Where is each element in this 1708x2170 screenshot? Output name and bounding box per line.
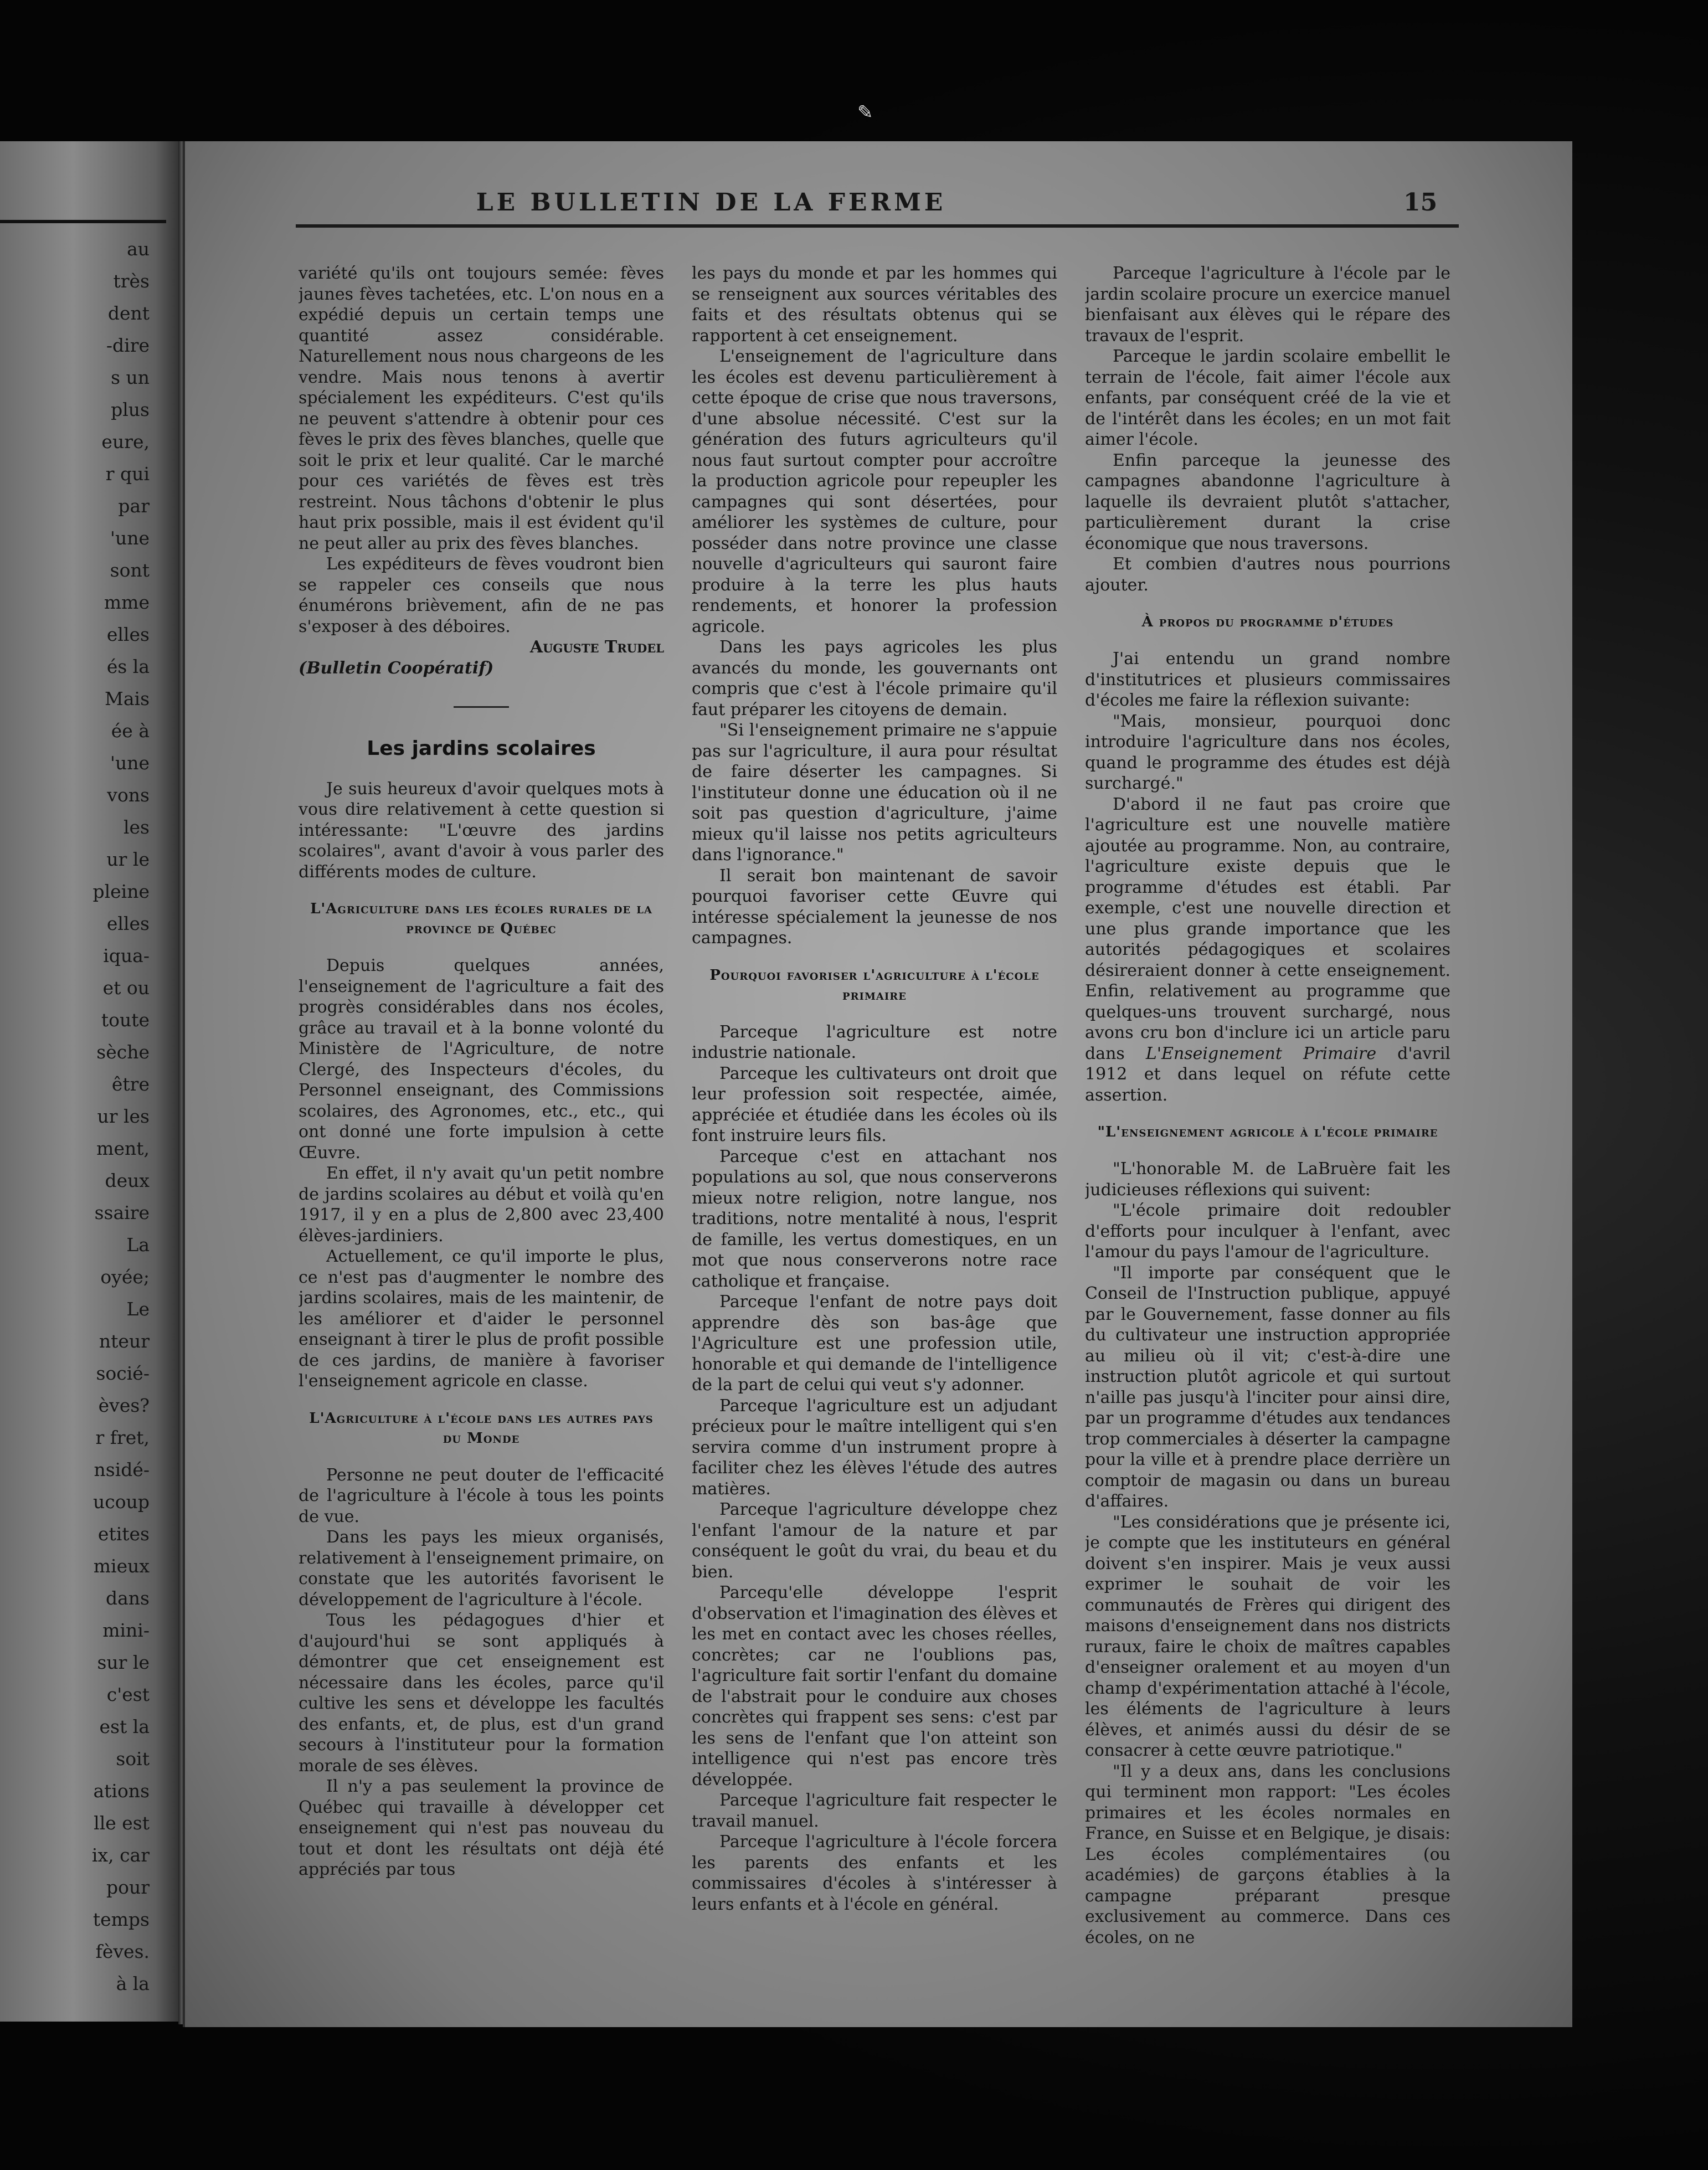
left-page-fragment: ment,	[96, 1138, 150, 1159]
left-page-fragment: -dire	[106, 335, 150, 356]
publication-title: L'Enseignement Primaire	[1145, 1043, 1377, 1063]
column-1	[299, 263, 664, 1980]
paragraph: les pays du monde et par les hommes qui se renseignent aux sources véritables des faits et des résultats obtenus qui se rapportent à cet enseignement.	[692, 264, 1057, 346]
paragraph: Parceque l'agriculture est notre industrie nationale.	[692, 1022, 1057, 1062]
paragraph: Actuellement, ce qu'il importe le plus, ce n'est pas d'augmenter le nombre des jardins scolaires, mais de les maintenir, de les améliorer et d'aider le personnel enseignant à tirer le plus de profit possible de ces jardins, de manière à favoriser l'enseignement agricole en classe.	[299, 1247, 664, 1391]
paragraph: Les expéditeurs de fèves voudront bien se rappeler ces conseils que nous énumérons brièvement, afin de ne pas s'exposer à des déboires.	[299, 554, 664, 636]
section-heading: À propos du programme d'études	[1141, 614, 1394, 630]
quote-paragraph: "Si l'enseignement primaire ne s'appuie pas sur l'agriculture, il aura pour résultat de faire déserter les campagnes. Si l'instituteur donne une éducation où il ne soit pas question d'agriculture, j'aime mieux qu'il laisse nos petits agriculteurs dans l'ignorance."	[692, 721, 1057, 865]
left-page-fragment: ations	[93, 1780, 150, 1802]
left-page-fragment: dent	[107, 302, 150, 324]
left-page-fragment: toute	[101, 1009, 150, 1031]
left-page-fragment: vons	[107, 784, 150, 806]
header-rule	[296, 224, 1459, 228]
left-page-fragment: sont	[110, 559, 150, 581]
quote-paragraph: "Il y a deux ans, dans les conclusions qui terminent mon rapport: "Les écoles primaires et les écoles normales en France, en Suisse et en Belgique, je disais: Les écoles complémentaires (ou académies) de garçons établies à la campagne préparant presque exclusivement au commerce. Dans ces écoles, on ne	[1085, 1761, 1450, 1947]
quote-paragraph: "L'école primaire doit redoubler d'efforts pour inculquer à l'enfant, avec l'amour du pays l'amour de l'agriculture.	[1085, 1201, 1450, 1262]
left-page-fragment: fèves.	[95, 1941, 150, 1962]
left-page-fragment: ix, car	[91, 1844, 150, 1866]
paragraph: Il n'y a pas seulement la province de Québec qui travaille à développer cet enseignement qui n'est pas nouveau du tout et dont les résultats ont déjà été appréciés par tous	[299, 1777, 664, 1879]
left-page-fragment: est la	[99, 1716, 150, 1737]
author-signature: Auguste Trudel	[529, 637, 664, 657]
paragraph-text: d'avril 1912 et dans lequel on réfute cette assertion.	[1085, 1043, 1450, 1105]
left-page-fragment: 'une	[110, 527, 150, 549]
left-page-fragment: socié-	[96, 1362, 150, 1384]
paragraph: Parceque l'agriculture est un adjudant précieux pour le maître intelligent qui s'en servira comme d'un instrument propre à faciliter chez les élèves l'étude des autres matières.	[692, 1396, 1057, 1499]
paragraph: Parceque l'agriculture à l'école par le jardin scolaire procure un exercice manuel bienfaisant aux élèves qui le répare des travaux de l'esprit.	[1085, 264, 1450, 346]
section-separator	[454, 706, 509, 708]
left-page-fragment: s un	[111, 367, 150, 388]
paragraph: Parceque le jardin scolaire embellit le terrain de l'école, fait aimer l'école aux enfants, par conséquent créé de la vie et de l'intérêt dans les écoles; en un mot fait aimer l'école.	[1085, 347, 1450, 449]
paragraph: Dans les pays les mieux organisés, relativement à l'enseignement primaire, on constate que les autorités favorisent le développement de l'agriculture à l'école.	[299, 1528, 664, 1609]
section-heading: Pourquoi favoriser l'agriculture à l'école primaire	[709, 966, 1040, 1004]
left-page-rule	[0, 220, 166, 223]
paragraph: Dans les pays agricoles les plus avancés du monde, les gouvernants ont compris que c'est à l'école primaire qu'il faut préparer les citoyens de demain.	[692, 637, 1057, 719]
left-page-fragment: oyée;	[100, 1266, 150, 1288]
paragraph: Parceque l'enfant de notre pays doit apprendre dès son bas-âge que l'Agriculture est une profession utile, honorable et qui demande de l'intelligence de la part de celui qui veut s'y adonner.	[692, 1292, 1057, 1395]
article-title: Les jardins scolaires	[367, 737, 596, 760]
left-page-fragment: lle est	[94, 1812, 150, 1834]
quote-paragraph: "Les considérations que je présente ici, je compte que les instituteurs en général doivent s'en inspirer. Mais je veux aussi exprimer le souhait de voir les communautés de Frères qui dirigent des maisons d'enseignement dans nos districts ruraux, faire le choix de maîtres capables d'enseigner oralement et au moyen d'un champ d'expérimentation attaché à l'école, les éléments de l'agriculture à leurs élèves, et animés aussi du désir de se consacrer à cette œuvre patriotique."	[1085, 1512, 1450, 1760]
source-credit: (Bulletin Coopératif)	[299, 658, 494, 678]
left-page-fragment: mieux	[93, 1555, 150, 1577]
left-page-fragment: elles	[106, 624, 150, 645]
left-page-fragment: c'est	[106, 1684, 150, 1705]
paragraph: Il serait bon maintenant de savoir pourquoi favoriser cette Œuvre qui intéresse spécialement la jeunesse de nos campagnes.	[692, 866, 1057, 948]
running-title: LE BULLETIN DE LA FERME	[476, 188, 946, 217]
left-page-fragment: ur les	[97, 1105, 150, 1127]
left-page-fragment: être	[111, 1073, 150, 1095]
left-page-fragment: soit	[116, 1748, 150, 1770]
quote-paragraph: "Il importe par conséquent que le Conseil de l'Instruction publique, appuyé par le Gouvernement, fasse donner au fils du cultivateur une instruction appropriée au milieu où il vit; c'est-à-dire une instruction plutôt agricole et qui surtout n'aille pas jusqu'à l'inciter pour ainsi dire, par un programme d'études aux tendances trop commerciales à déserter la campagne pour la ville et à prendre place derrière un comptoir de magasin ou dans un bureau d'affaires.	[1085, 1263, 1450, 1511]
page-number: 15	[1403, 188, 1438, 217]
left-page-edge	[0, 141, 183, 2022]
left-page-fragment: nsidé-	[94, 1459, 150, 1480]
left-page-fragment: à la	[116, 1973, 150, 1994]
left-page-fragment: ucoup	[93, 1491, 150, 1513]
paragraph: Tous les pédagogues d'hier et d'aujourd'hui se sont appliqués à démontrer que cet enseignement est nécessaire dans les écoles, parce qu'il cultive les sens et développe les facultés des enfants, et, de plus, est d'un grand secours à l'instituteur pour la formation morale de ses élèves.	[299, 1611, 664, 1776]
column-3	[1085, 263, 1450, 1980]
paragraph: Parceque c'est en attachant nos populations au sol, que nous conserverons mieux notre religion, notre langue, nos traditions, notre mentalité à nous, l'esprit de famille, les vertus domestiques, en un mot que nous conserverons notre race catholique et française.	[692, 1146, 1057, 1291]
paragraph: L'enseignement de l'agriculture dans les écoles est devenu particulièrement à cette époque de crise que nous traversons, d'une absolue nécessité. C'est sur la génération des futurs agriculteurs qu'il nous faut surtout compter pour accroître la production agricole pour repeupler les campagnes qui sont désertées, pour améliorer les systèmes de culture, pour posséder dans notre province une classe nouvelle d'agriculteurs qui sauront faire produire à la terre les plus hauts rendements, et honorer la profession agricole.	[692, 347, 1057, 636]
left-page-fragment: deux	[105, 1170, 150, 1191]
paragraph: Je suis heureux d'avoir quelques mots à vous dire relativement à cette question si intéressante: "L'œuvre des jardins scolaires", avant d'avoir à vous parler des différents modes de culture.	[299, 779, 664, 882]
paragraph: Parceque l'agriculture fait respecter le travail manuel.	[692, 1791, 1057, 1831]
left-page-fragment: és la	[106, 656, 150, 677]
left-page-fragment: plus	[111, 399, 150, 420]
left-page-fragment: etites	[97, 1523, 150, 1545]
left-page-fragment: ssaire	[94, 1202, 150, 1223]
left-page-fragment: ur le	[106, 849, 150, 870]
left-page-fragment: pleine	[92, 881, 150, 902]
paragraph: Parceque l'agriculture à l'école forcera les parents des enfants et les commissaires d'écoles à s'intéresser à leurs enfants et à l'école en général.	[692, 1832, 1057, 1914]
paragraph: J'ai entendu un grand nombre d'institutrices et plusieurs commissaires d'écoles me faire la réflexion suivante:	[1085, 649, 1450, 710]
paragraph: Depuis quelques années, l'enseignement de l'agriculture a fait des progrès considérables dans nos écoles, grâce au travail et à la bonne volonté du Ministère de l'Agriculture, de notre Clergé, des Inspecteurs d'écoles, du Personnel enseignant, des Commissions scolaires, des Agronomes, etc., etc., qui ont donné une forte impulsion à cette Œuvre.	[299, 956, 664, 1163]
paragraph: variété qu'ils ont toujours semée: fèves jaunes fèves tachetées, etc. L'on nous en a expédié depuis un certain temps une quantité assez considérable. Naturellement nous nous chargeons de les vendre. Mais nous tenons à avertir spécialement les expéditeurs. C'est qu'ils ne peuvent s'attendre à obtenir pour ces fèves le prix des fèves blanches, quelle que soit le prix et leur qualité. Car le marché pour ces variétés de fèves est très restreint. Nous tâchons d'obtenir le plus haut prix possible, mais il est évident qu'il ne peut aller au prix des fèves blanches.	[299, 264, 664, 553]
left-page-fragment: nteur	[99, 1330, 150, 1352]
left-page-fragment: Le	[126, 1298, 150, 1320]
column-2	[692, 263, 1057, 1980]
left-page-fragment: temps	[92, 1909, 150, 1930]
left-page-fragment: les	[123, 816, 150, 838]
left-page-fragment: Mais	[105, 688, 150, 709]
paragraph: En effet, il n'y avait qu'un petit nombre de jardins scolaires au début et voilà qu'en 1917, il y en a plus de 2,800 avec 23,400 élèves-jardiniers.	[299, 1164, 664, 1246]
paragraph: Parcequ'elle développe l'esprit d'observation et l'imagination des élèves et les met en contact avec les choses réelles, concrètes; car ne l'oublions pas, l'agriculture fait sortir l'enfant du domaine de l'abstrait pour le conduire aux choses concrètes qui frappent ses sens: c'est par les sens de l'enfant que l'on atteint son intelligence qui n'est pas encore très développée.	[692, 1583, 1057, 1790]
left-page-fragment: r qui	[105, 463, 150, 485]
left-page-fragment: r fret,	[95, 1427, 150, 1448]
left-page-fragment: et ou	[102, 977, 150, 999]
paragraph-text: D'abord il ne faut pas croire que l'agriculture est une nouvelle matière ajoutée au programme. Non, au contraire, l'agriculture existe depuis que le programme d'études est établi. Par exemple, c'est une nouvelle direction et une plus grande importance que les autorités pédagogiques et scolaires désireraient donner à cette enseignement. Enfin, relativement au programme que quelques-uns trouvent surchargé, nous avons cru bon d'inclure ici un article paru dans	[1085, 794, 1450, 1063]
paragraph: Parceque l'agriculture développe chez l'enfant l'amour de la nature et par conséquent le goût du vrai, du beau et du bien.	[692, 1500, 1057, 1582]
left-page-fragment: sèche	[96, 1041, 150, 1063]
left-page-fragment: ée à	[111, 720, 150, 742]
left-page-fragment: elles	[106, 913, 150, 934]
left-page-fragment: eure,	[101, 431, 150, 452]
section-heading: L'Agriculture dans les écoles rurales de la province de Québec	[310, 901, 652, 937]
newspaper-page	[183, 141, 1572, 2027]
left-page-fragment: pour	[106, 1876, 150, 1898]
paragraph	[1085, 794, 1450, 1106]
left-page-fragment: èves?	[98, 1395, 150, 1416]
paragraph: Parceque les cultivateurs ont droit que leur profession soit respectée, aimée, appréciée et étudiée dans les écoles où ils font instruire leurs fils.	[692, 1063, 1057, 1145]
section-heading: "L'enseignement agricole à l'école primaire	[1097, 1124, 1438, 1140]
left-page-fragment: très	[113, 270, 150, 292]
left-page-fragment: La	[126, 1234, 150, 1256]
left-page-fragment: mme	[104, 592, 150, 613]
paragraph: Personne ne peut douter de l'efficacité de l'agriculture à l'école à tous les points de vue.	[299, 1465, 664, 1526]
left-page-fragment: par	[118, 495, 150, 517]
section-heading: L'Agriculture à l'école dans les autres pays du Monde	[309, 1410, 654, 1447]
left-page-fragment: au	[127, 238, 150, 260]
left-page-fragment: 'une	[110, 752, 150, 774]
left-page-fragment: iqua-	[103, 945, 150, 966]
quote-paragraph: "L'honorable M. de LaBruère fait les judicieuses réflexions qui suivent:	[1085, 1159, 1450, 1200]
left-page-fragment: sur le	[97, 1652, 150, 1673]
scan-mark: ✎	[857, 101, 873, 124]
left-page-fragment: dans	[106, 1587, 150, 1609]
paragraph: Et combien d'autres nous pourrions ajouter.	[1085, 554, 1450, 595]
quote-paragraph: "Mais, monsieur, pourquoi donc introduire l'agriculture dans nos écoles, quand le programme des études est déjà surchargé."	[1085, 711, 1450, 793]
left-page-fragment: mini-	[102, 1619, 150, 1641]
paragraph: Enfin parceque la jeunesse des campagnes abandonne l'agriculture à laquelle ils devraient plutôt s'attacher, particulièrement durant la crise économique que nous traversons.	[1085, 450, 1450, 553]
